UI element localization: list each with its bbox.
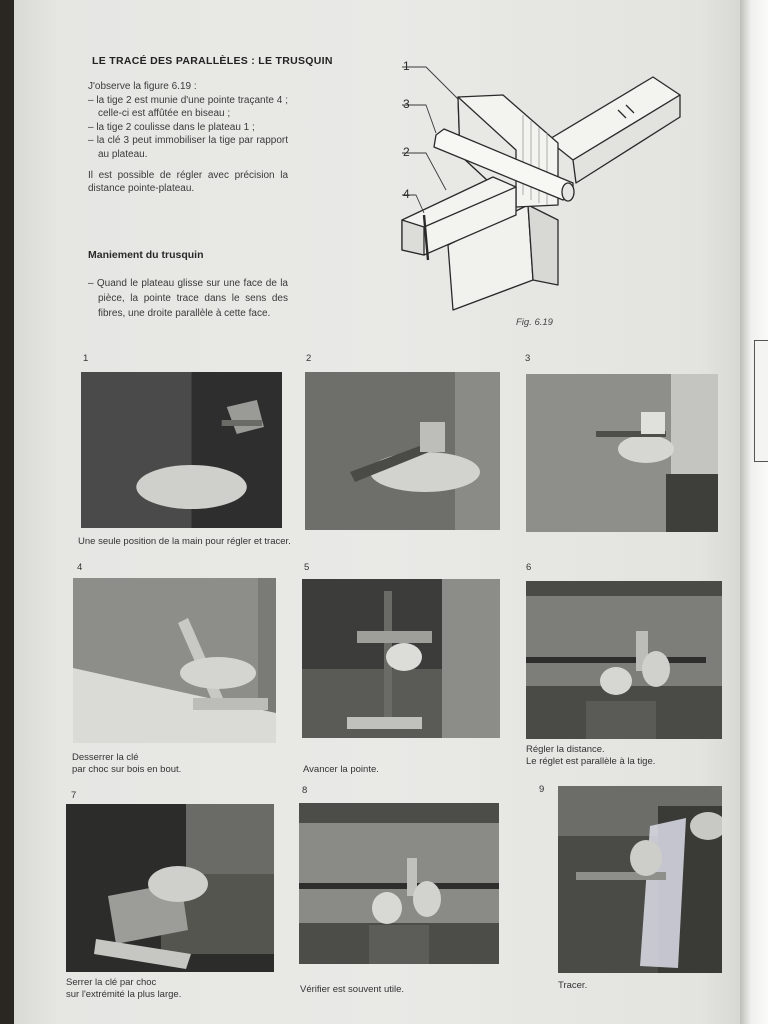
photo-6 [526,581,722,739]
photo-5 [302,579,500,738]
photo-number: 7 [71,790,77,801]
section-title: Maniement du trusquin [88,249,204,261]
caption-line: par choc sur bois en bout. [72,764,182,775]
page-tab [754,340,768,462]
photo-2-image [305,372,500,530]
photo-caption-9 [558,980,587,992]
photo-caption-4 [72,752,181,776]
photo-8-image [299,803,499,964]
photo-caption-7 [66,977,181,1001]
caption-line: Régler la distance. [526,744,605,755]
caption-line: sur l'extrémité la plus large. [66,989,182,1000]
diagram-label-1: 1 [403,59,410,73]
intro-item: – la clé 3 peut immobiliser la tige par rapport au plateau. [88,135,288,160]
photo-number: 4 [77,562,83,573]
caption-line: Desserrer la clé [72,752,139,763]
photo-number: 6 [526,562,532,573]
diagram-label-3: 3 [403,97,410,111]
photo-7 [66,804,274,972]
photo-number: 2 [306,353,312,364]
photo-number: 8 [302,785,308,796]
photo-8 [299,803,499,964]
photo-caption-5 [303,764,379,776]
caption-line: Avancer la pointe. [303,764,379,775]
figure-caption: Fig. 6.19 [516,317,553,328]
photo-4 [73,578,276,743]
page-title: LE TRACÉ DES PARALLÈLES : LE TRUSQUIN [92,55,333,67]
photo-5-image [302,579,500,738]
photo-9-image [558,786,722,973]
photo-3 [526,374,718,532]
caption-line: Vérifier est souvent utile. [300,984,405,995]
photo-number: 3 [525,353,531,364]
intro-lead: J'observe la figure 6.19 : [88,81,197,92]
next-page-edge [740,0,768,1024]
intro-item: – la tige 2 est munie d'une pointe traçante 4 ; celle-ci est affûtée en biseau ; [88,94,288,120]
photo-number: 9 [539,784,545,795]
photo-6-image [526,581,722,739]
diagram-label-4: 4 [403,187,410,201]
intro-text [88,80,288,196]
photo-number: 1 [83,353,89,364]
caption-line: Tracer. [558,980,588,991]
photo-1-image [81,372,282,528]
photo-7-image [66,804,274,972]
marking-gauge-diagram [398,55,698,315]
diagram-svg [398,55,698,315]
photo-caption-6 [526,744,655,768]
intro-note: Il est possible de régler avec précision la distance pointe-plateau. [88,169,288,195]
photo-number: 5 [304,562,310,573]
caption-line: Serrer la clé par choc [66,977,157,988]
section-text: – Quand le plateau glisse sur une face de la pièce, la pointe trace dans le sens des fibres, une droite parallèle à cette face. [88,278,288,319]
photo-2 [305,372,500,530]
caption-line: Une seule position de la main pour régler et tracer. [78,536,291,547]
photo-1 [81,372,282,528]
caption-line: Le réglet est parallèle à la tige. [526,756,656,767]
photo-4-image [73,578,276,743]
photo-caption-8 [300,984,404,996]
photo-9 [558,786,722,973]
intro-item: – la tige 2 coulisse dans le plateau 1 ; [88,121,255,133]
photo-caption-1 [78,536,291,548]
diagram-label-2: 2 [403,145,410,159]
photo-3-image [526,374,718,532]
